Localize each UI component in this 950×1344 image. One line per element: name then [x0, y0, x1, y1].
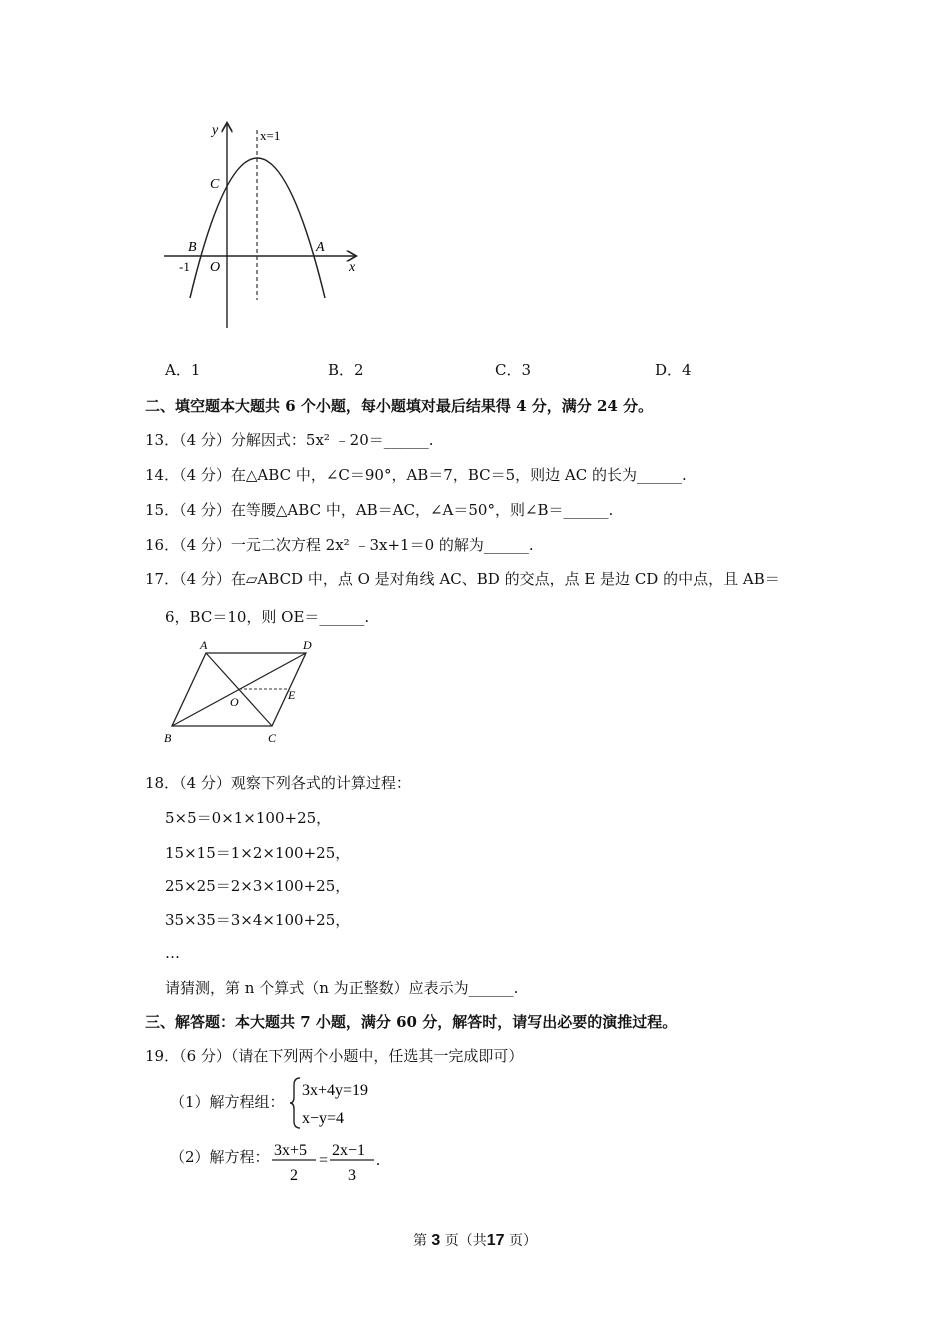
parabola-figure: [160, 118, 370, 333]
footer-total-pages: 17: [486, 1232, 505, 1249]
choice-c[interactable]: C．3: [495, 361, 532, 379]
parallelogram-figure: [160, 636, 325, 748]
question-15: 15．（4 分）在等腰△ABC 中，AB＝AC，∠A＝50°，则∠B＝______.: [145, 501, 614, 519]
q18-formula-4: 35×35＝3×4×100+25，: [165, 911, 351, 929]
q18-formula-1: 5×5＝0×1×100+25，: [165, 809, 332, 827]
y-axis-label: y: [212, 123, 219, 138]
q18-ellipsis: …: [165, 944, 180, 962]
question-18-ask: 请猜测，第 n 个算式（n 为正整数）应表示为______.: [165, 979, 519, 997]
question-14: 14．（4 分）在△ABC 中，∠C＝90°，AB＝7，BC＝5，则边 AC 的长为______.: [145, 466, 687, 484]
question-17-line-1: 17．（4 分）在▱ABCD 中，点 O 是对角线 AC、BD 的交点，点 E 是边 CD 的中点，且 AB＝: [145, 570, 780, 588]
left-brace: [290, 1078, 300, 1128]
page-footer: [0, 1230, 950, 1250]
q19-part2-label: （2）解方程：: [170, 1148, 270, 1166]
point-b-label: B: [188, 240, 197, 255]
point-c-label: C: [210, 177, 220, 192]
choice-b[interactable]: B．2: [328, 361, 364, 379]
symmetry-label: x=1: [260, 128, 281, 143]
question-13: 13．（4 分）分解因式：5x² ﹣20＝______.: [145, 431, 434, 449]
period: .: [376, 1152, 380, 1169]
q18-formula-2: 15×15＝1×2×100+25，: [165, 844, 351, 862]
point-e-label: E: [288, 688, 296, 702]
section-3-title: 三、解答题：本大题共 7 小题，满分 60 分，解答时，请写出必要的演推过程。: [145, 1013, 678, 1031]
choice-a[interactable]: A．1: [165, 361, 201, 379]
origin-label: O: [210, 260, 221, 275]
footer-mid: 页（共: [444, 1233, 487, 1249]
denominator-right: 3: [348, 1167, 356, 1184]
vertex-b-label: B: [164, 731, 172, 745]
point-a-label: A: [316, 240, 325, 255]
q18-formula-3: 25×25＝2×3×100+25，: [165, 877, 351, 895]
system-equation-1: 3x+4y=19: [302, 1082, 369, 1099]
question-16: 16．（4 分）一元二次方程 2x² ﹣3x+1＝0 的解为______.: [145, 536, 534, 554]
denominator-left: 2: [290, 1167, 298, 1184]
footer-page-number: 3: [431, 1232, 441, 1249]
x-axis-label: x: [349, 260, 356, 275]
fraction-equation: [270, 1138, 390, 1184]
section-2-title: 二、填空题本大题共 6 个小题，每小题填对最后结果得 4 分，满分 24 分。: [145, 397, 654, 415]
question-18-intro: 18．（4 分）观察下列各式的计算过程：: [145, 774, 411, 792]
vertex-d-label: D: [303, 638, 312, 652]
equation-system: [290, 1075, 400, 1131]
question-17-line-2: 6，BC＝10，则 OE＝______.: [165, 608, 370, 626]
numerator-left: 3x+5: [274, 1142, 308, 1159]
vertex-a-label: A: [200, 638, 208, 652]
question-19: 19．（6 分）（请在下列两个小题中，任选其一完成即可）: [145, 1047, 524, 1065]
system-equation-2: x−y=4: [302, 1110, 345, 1127]
footer-suffix: 页）: [509, 1233, 538, 1249]
equals-sign: =: [319, 1152, 329, 1169]
point-o-label: O: [230, 695, 239, 709]
minus-one-label: -1: [179, 259, 190, 274]
q19-part1-label: （1）解方程组：: [170, 1093, 285, 1111]
choice-d[interactable]: D．4: [655, 361, 692, 379]
footer-prefix: 第: [412, 1233, 427, 1249]
numerator-right: 2x−1: [332, 1142, 366, 1159]
vertex-c-label: C: [268, 731, 277, 745]
